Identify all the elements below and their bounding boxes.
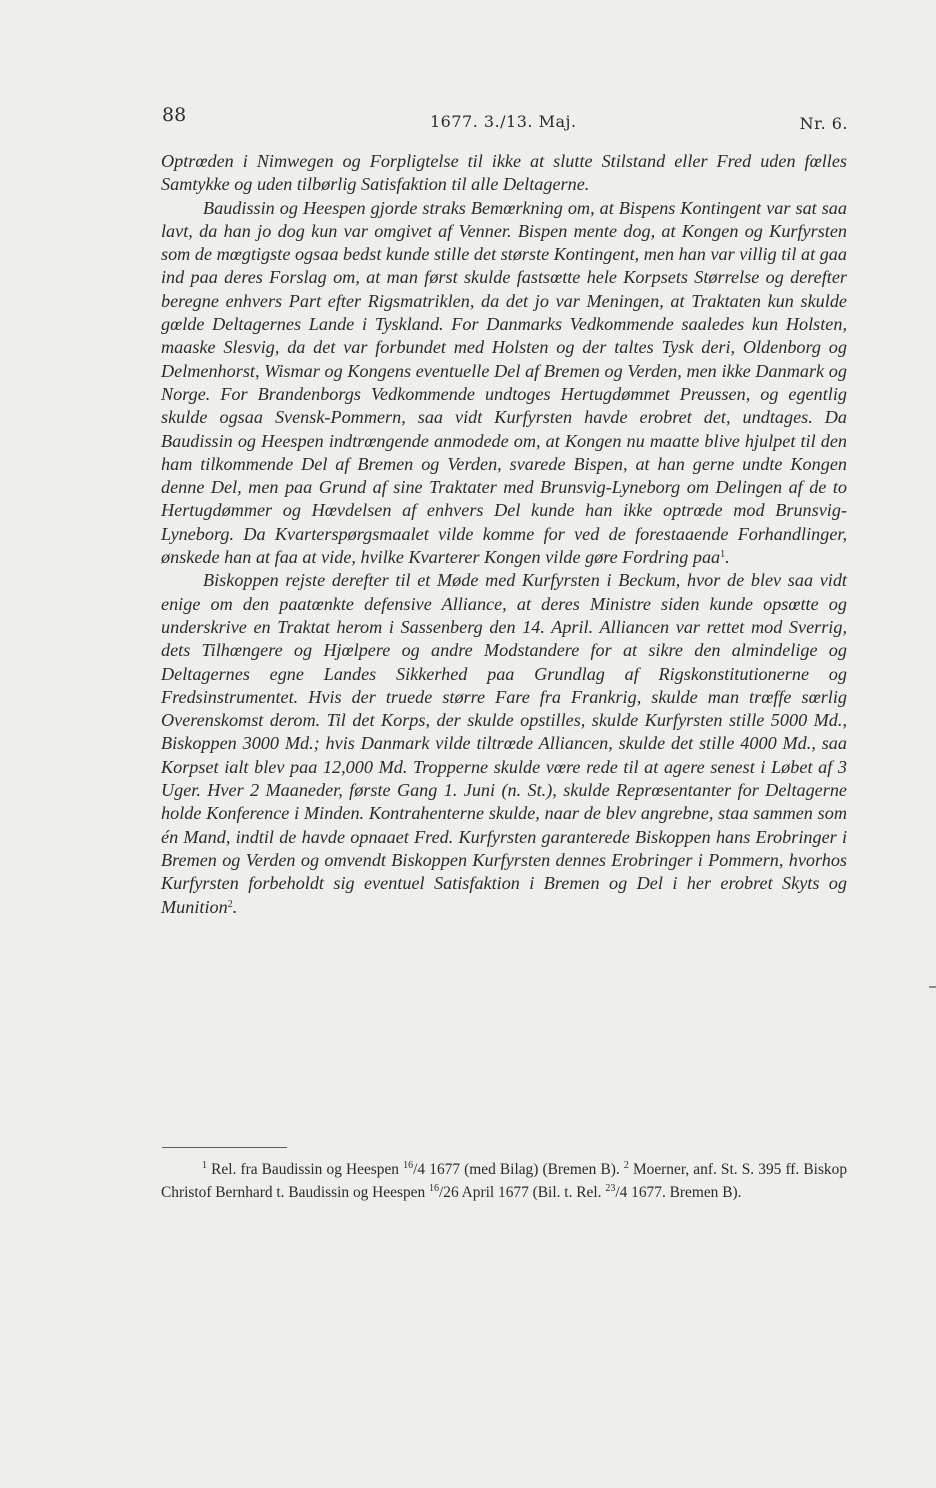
footnote-2-date1-den: /26: [439, 1184, 459, 1201]
paragraph-1: [161, 150, 847, 197]
footnote-1-text-a: Rel. fra Baudissin og Heespen: [207, 1161, 404, 1178]
footnote-2-text-b: April 1677 (Bil. t. Rel.: [458, 1184, 606, 1201]
document-number: Nr. 6.: [799, 114, 848, 133]
footnote-ref-2[interactable]: 2: [227, 898, 233, 910]
paragraph-2: [161, 197, 847, 570]
margin-mark: [929, 986, 936, 988]
footnote-divider: [162, 1147, 287, 1148]
paragraph-2-end: .: [725, 547, 730, 568]
footnote-2-text-c: 1677. Bremen B).: [627, 1184, 742, 1201]
body-text: [161, 150, 847, 919]
footnote-2-date2-den: /4: [615, 1184, 628, 1201]
footnote-ref-1[interactable]: 1: [720, 549, 726, 561]
footnotes: [161, 1158, 847, 1204]
page-header: [162, 104, 848, 134]
footnote-mark-1: 1: [202, 1160, 207, 1171]
footnote-2-date1-num: 16: [429, 1183, 440, 1194]
footnote-1-date-den: /4: [413, 1161, 426, 1178]
paragraph-3-end: .: [232, 896, 238, 917]
paragraph-2-text: Baudissin og Heespen gjorde straks Bemœrkning om, at Bispens Kontingent var sat saa lavt, da han jo dog kun var omgivet af Venner. Bispen mente dog, at Kongen og Kurfyrsten som de mœgtigste ogsaa bedst kunde stille det største Kontingent, men han var villig til at gaa ind paa deres Forslag om, at man først skulde fastsœtte hele Korpsets Størrelse og derefter beregne enhvers Part efter Rigsmatriklen, da det jo var Meningen, at Traktaten kun skulde gœlde Deltagernes Lande i Tyskland. For Danmarks Vedkommende saaledes kun Holsten, maaske Slesvig, da det var forbundet med Holsten og der taltes Tysk deri, Oldenborg og Delmenhorst, Wismar og Kongens eventuelle Del af Bremen og Verden, men ikke Danmark og Norge. For Brandenborgs Vedkommende undtoges Hertugdømmet Preussen, og egentlig skulde ogsaa Svensk-Pommern, saa vidt Kurfyrsten havde erobret det, undtages. Da Baudissin og Heespen indtrœngende anmodede om, at Kongen nu maatte blive hjulpet til den ham tilkommende Del af Bremen og Verden, svarede Bispen, at han gerne undte Kongen denne Del, men paa Grund af sine Traktater med Brunsvig-Lyneborg om Delingen af de to Hertugdømmer og Hœvdelsen af enhvers Del kunde han ikke optrœde mod Brunsvig-Lyneborg. Da Kvarterspørgsmaalet vilde komme for ved de forestaaende Forhandlinger, ønskede han at faa at vide, hvilke Kvarterer Kongen vilde gøre Fordring paa: [161, 197, 847, 568]
paragraph-3-text: Biskoppen rejste derefter til et Møde med Kurfyrsten i Beckum, hvor de blev saa vidt enige om den paatœnkte defensive Alliance, at deres Ministre siden kunde opsœtte og underskrive en Traktat herom i Sassenberg den 14. April. Alliancen var rettet mod Sverrig, dets Tilhœngere og Hjœlpere og andre Modstandere for at sikre den almindelige og Deltagernes egne Landes Sikkerhed paa Grundlag af Rigskonstitutionerne og Fredsinstrumentet. Hvis der truede større Fare fra Frankrig, skulde man trœffe sœrlig Overenskomst derom. Til det Korps, der skulde opstilles, skulde Kurfyrsten stille 5000 Md., Biskoppen 3000 Md.; hvis Danmark vilde tiltrœde Alliancen, skulde det stille 4000 Md., saa Korpset ialt blev paa 12,000 Md. Tropperne skulde vœre rede til at agere senest i Løbet af 3 Uger. Hver 2 Maaneder, første Gang 1. Juni (n. St.), skulde Reprœsentanter for Deltagerne holde Konference i Minden. Kontrahenterne skulde, naar de blev angrebne, staa sammen som én Mand, indtil de havde opnaaet Fred. Kurfyrsten garanterede Biskoppen hans Erobringer i Bremen og Verden og omvendt Biskoppen Kurfyrsten dennes Erobringer i Pommern, hvorhos Kurfyrsten forbeholdt sig eventuel Satisfaktion i Bremen og Del i her erobret Skyts og Munition: [161, 570, 847, 917]
paragraph-3: [161, 569, 847, 918]
footnote-2-text-a: Moerner, anf. St. S. 395 ff. Biskop Christof Bernhard t. Baudissin og Heespen: [161, 1161, 848, 1201]
paragraph-1-text: Optrœden i Nimwegen og Forpligtelse til ikke at slutte Stilstand eller Fred uden fœlles Samtykke og uden tilbørlig Satisfaktion til alle Deltagerne.: [161, 151, 847, 195]
footnote-1-date-num: 16: [403, 1160, 414, 1171]
footnote-1-text-b: 1677 (med Bilag) (Bremen B).: [425, 1161, 624, 1178]
running-date: 1677. 3./13. Maj.: [430, 112, 577, 131]
page-number: 88: [162, 104, 187, 126]
footnote-mark-2: 2: [623, 1160, 629, 1171]
footnote-2-date2-num: 23: [605, 1183, 616, 1194]
